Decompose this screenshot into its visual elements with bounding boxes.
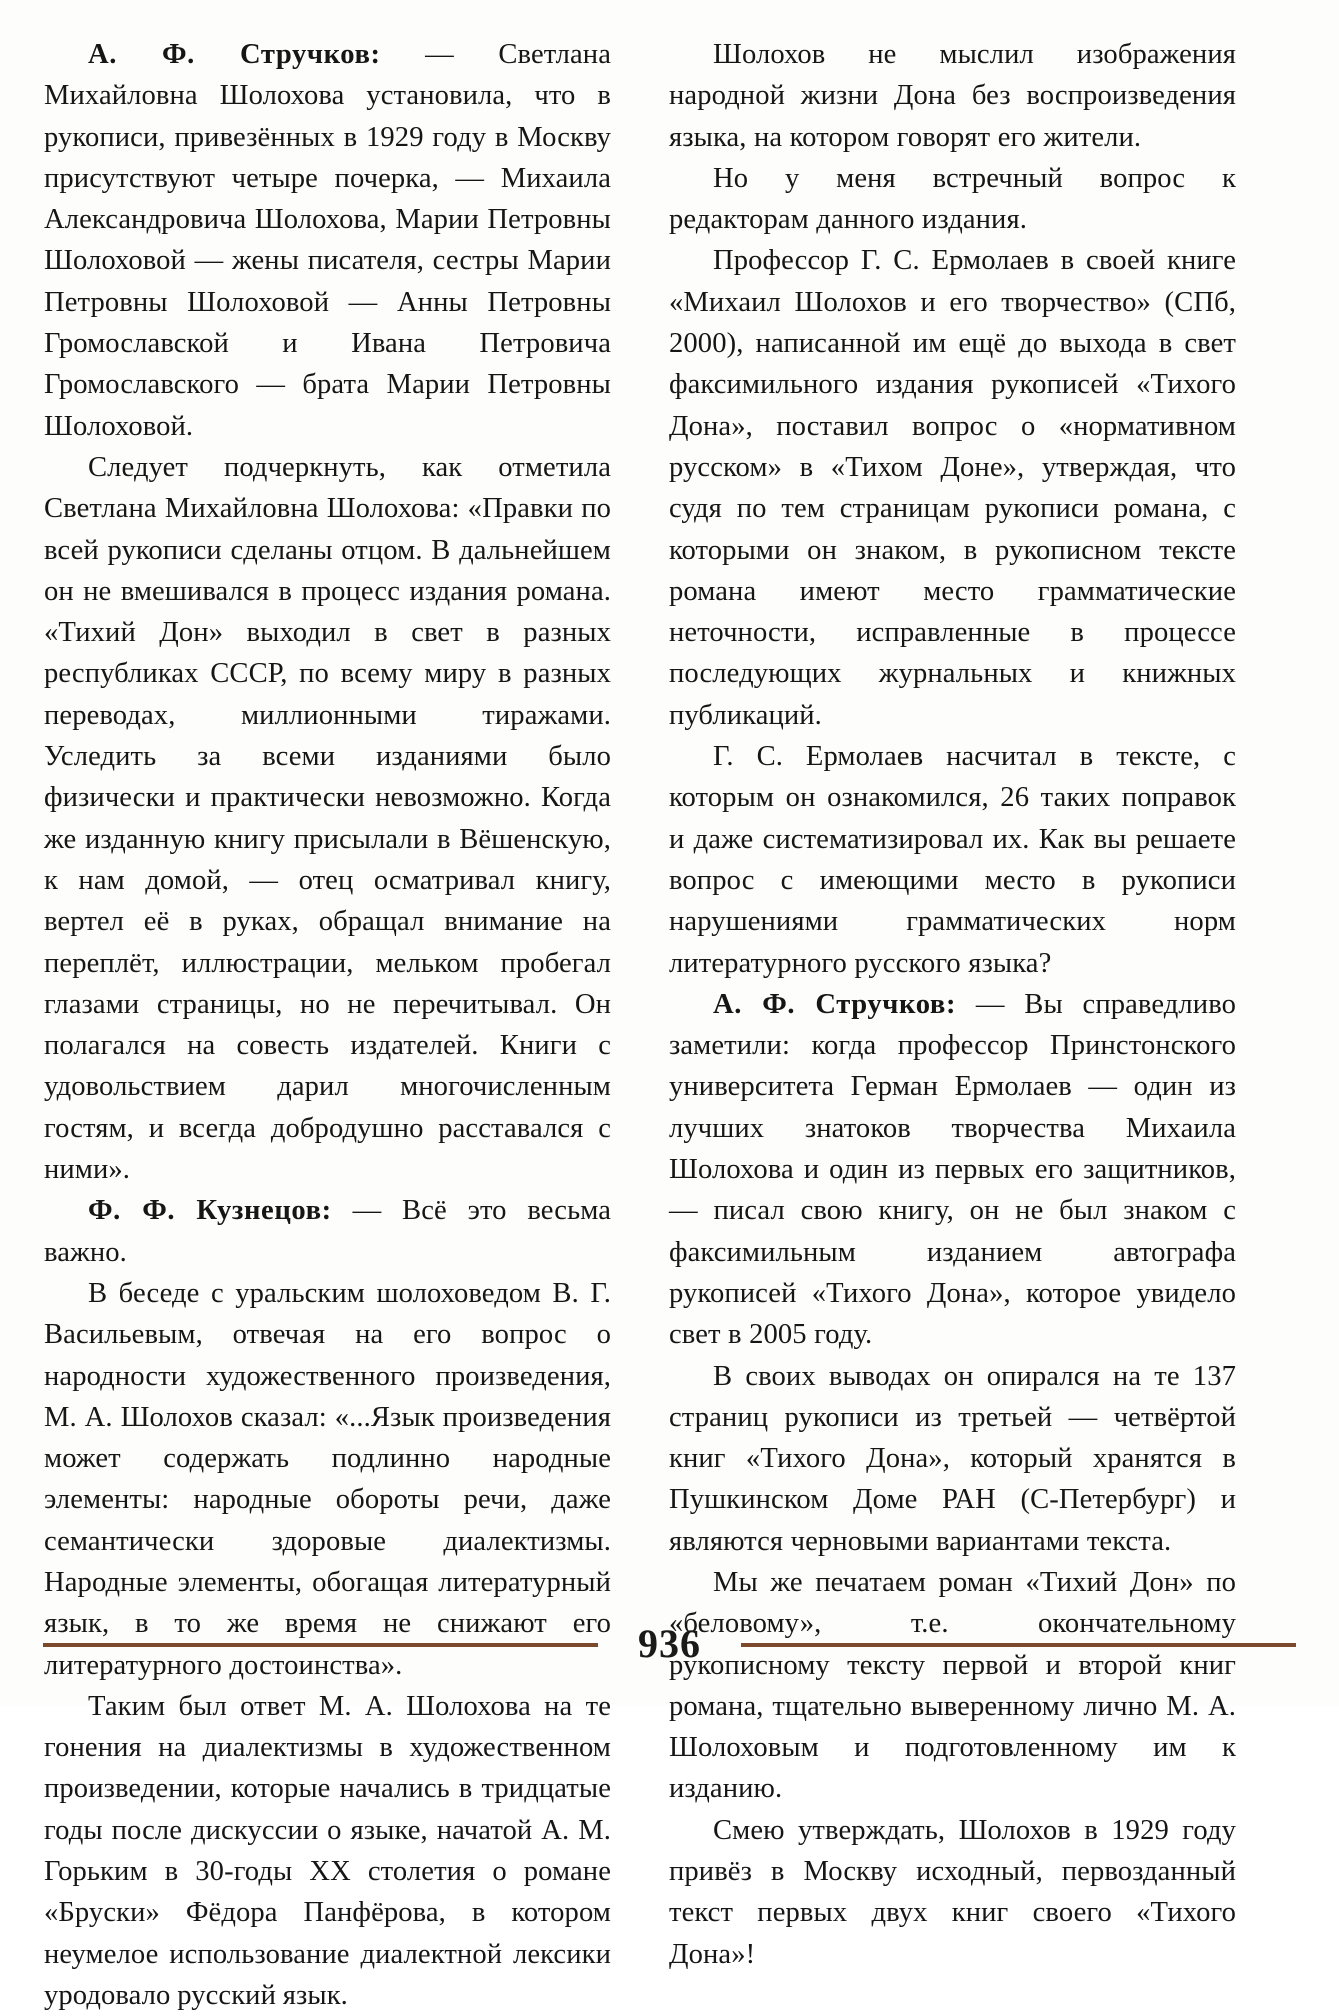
paragraph — [44, 34, 611, 447]
left-column — [44, 34, 611, 2016]
paragraph — [669, 1810, 1236, 1975]
speaker-label: А. Ф. Стручков: — [713, 988, 957, 1020]
footer-rule-right — [741, 1643, 1296, 1647]
paragraph-text: Смею утверждать, Шолохов в 1929 году привёз в Москву исходный, первозданный текст первых двух книг своего «Тихого Дона»! — [669, 1814, 1236, 1970]
paragraph — [44, 447, 611, 1190]
speaker-label: Ф. Ф. Кузнецов: — [88, 1195, 332, 1227]
paragraph-text: Г. С. Ермолаев насчитал в тексте, с которым он ознакомился, 26 таких поправок и даже систематизировал их. Как вы решаете вопрос с имеющими место в рукописи нарушениями грамматических норм литературного русского языка? — [669, 741, 1236, 979]
paragraph-text: — Вы справедливо заметили: когда профессор Принстонского университета Герман Ермолаев — один из лучших знатоков творчества Михаила Шолохова и один из первых его защитников, — писал свою книгу, он не был знаком с факсимильным изданием автографа рукописей «Тихого Дона», которое увидело свет в 2005 году. — [669, 988, 1236, 1351]
paragraph — [44, 1190, 611, 1273]
paragraph-text: Но у меня встречный вопрос к редакторам данного издания. — [669, 162, 1236, 236]
page-number: 936 — [638, 1620, 701, 1666]
footer-rule-left — [43, 1643, 598, 1647]
paragraph-text: В своих выводах он опирался на те 137 страниц рукописи из третьей — четвёртой книг «Тихого Дона», который хранятся в Пушкинском Доме РАН (С-Петербург) и являются черновыми вариантами текста. — [669, 1360, 1236, 1557]
paragraph-text: — Светлана Михайловна Шолохова установила, что в рукописи, привезённых в 1929 году в Москву присутствуют четыре почерка, — Михаила Александровича Шолохова, Марии Петровны Шолоховой — жены писателя, сестры Марии Петровны Шолоховой — Анны Петровны Громославской и Ивана Петровича Громославского — брата Марии Петровны Шолоховой. — [44, 39, 611, 442]
paragraph — [669, 158, 1236, 241]
paragraph-text: В беседе с уральским шолоховедом В. Г. Васильевым, отвечая на его вопрос о народности художественного произведения, М. А. Шолохов сказал: «...Язык произведения может содержать подлинно народные элементы: народные обороты речи, даже семантически здоровые диалектизмы. Народные элементы, обогащая литературный язык, в то же время не снижают его литературного достоинства». — [44, 1277, 611, 1681]
paragraph — [669, 1356, 1236, 1562]
paragraph-text: Таким был ответ М. А. Шолохова на те гонения на диалектизмы в художественном произведении, которые начались в тридцатые годы после дискуссии о языке, начатой А. М. Горьким в 30-годы XX столетия о романе «Бруски» Фёдора Панфёрова, в котором неумелое использование диалектной лексики уродовало русский язык. — [44, 1690, 611, 2011]
speaker-label: А. Ф. Стручков: — [88, 39, 381, 70]
right-column — [669, 34, 1236, 1975]
footer-inner — [43, 1620, 1296, 1667]
paragraph — [669, 736, 1236, 984]
paragraph — [44, 1686, 611, 2016]
paragraph-text: — Всё это весьма важно. — [44, 1195, 612, 1268]
paragraph — [669, 34, 1236, 158]
paragraph — [669, 984, 1236, 1356]
paragraph-text: Шолохов не мыслил изображения народной жизни Дона без воспроизведения языка, на котором говорят его жители. — [669, 39, 1236, 153]
paragraph-text: Профессор Г. С. Ермолаев в своей книге «Михаил Шолохов и его творчество» (СПб, 2000), написанной им ещё до выхода в свет факсимильного издания рукописей «Тихого Дона», поставил вопрос о «нормативном русском» в «Тихом Доне», утверждая, что судя по тем страницам рукописи романа, с которыми он знаком, в рукописном тексте романа имеют место грамматические неточности, исправленные в процессе последующих журнальных и книжных публикаций. — [669, 245, 1236, 731]
page-footer — [0, 1608, 1339, 1682]
paragraph — [669, 1562, 1236, 1810]
paragraph — [669, 240, 1236, 736]
paragraph-text: Следует подчеркнуть, как отметила Светлана Михайловна Шолохова: «Правки по всей рукописи сделаны отцом. В дальнейшем он не вмешивался в процесс издания романа. «Тихий Дон» выходил в свет в разных республиках СССР, по всему миру в разных переводах, миллионными тиражами. Уследить за всеми изданиями было физически и практически невозможно. Когда же изданную книгу присылали в Вёшенскую, к нам домой, — отец осматривал книгу, вертел её в руках, обращал внимание на переплёт, иллюстрации, мельком пробегал глазами страницы, но не перечитывал. Он полагался на совесть издателей. Книги с удовольствием дарил многочисленным гостям, и всегда добродушно расставался с ними». — [44, 451, 611, 1186]
paragraph-text: Мы же печатаем роман «Тихий Дон» по «беловому», т.е. окончательному рукописному тексту первой и второй книг романа, тщательно выверенному лично М. А. Шолоховым и подготовленному им к изданию. — [669, 1566, 1236, 1805]
